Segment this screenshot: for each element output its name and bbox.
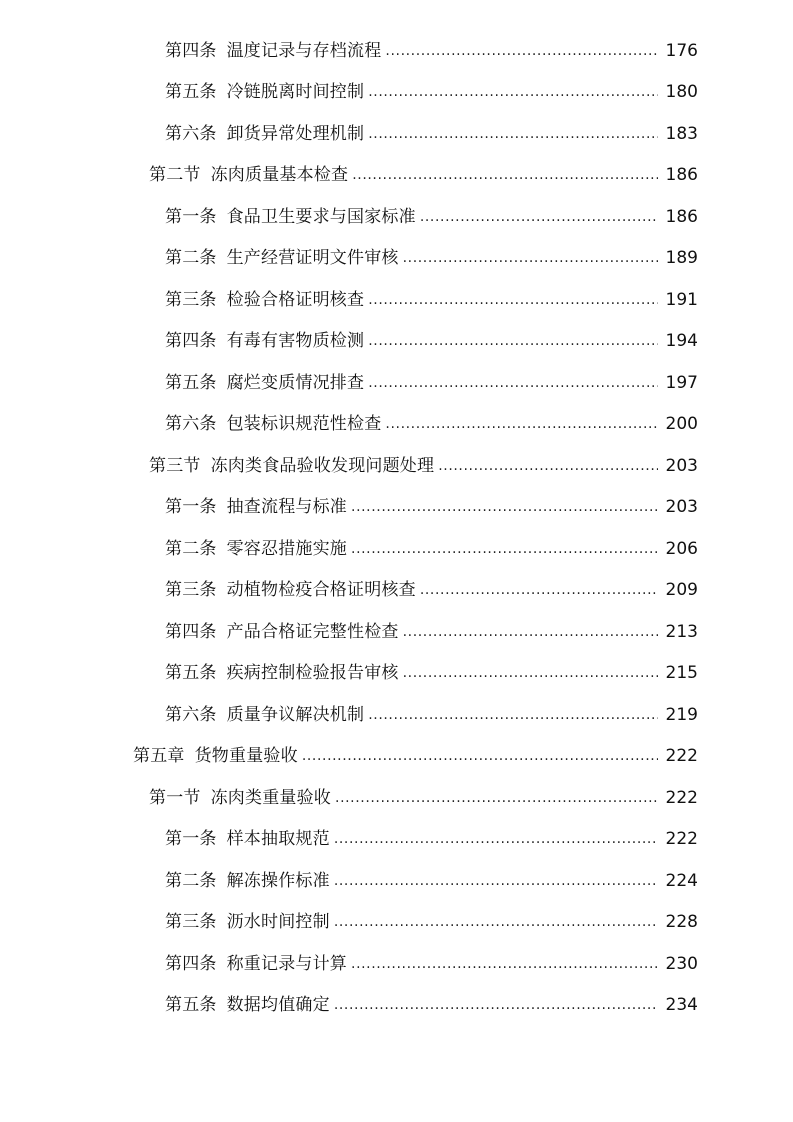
dot-leader <box>334 995 658 1015</box>
toc-entry[interactable] <box>0 694 793 736</box>
dot-leader <box>420 580 658 600</box>
toc-page-number: 219 <box>665 704 698 725</box>
toc-entry-title: 卸货异常处理机制 <box>226 123 365 144</box>
toc-entry-label <box>165 663 399 683</box>
toc-page-number: 191 <box>665 289 698 310</box>
toc-entry-label <box>165 705 364 725</box>
toc-entry-number: 第一条 <box>165 829 217 850</box>
toc-entry-number: 第三条 <box>165 580 217 601</box>
toc-entry-title: 生产经营证明文件审核 <box>226 248 399 269</box>
toc-entry-number: 第六条 <box>165 704 217 725</box>
toc-page-number: 203 <box>665 497 698 518</box>
toc-page-number: 180 <box>665 82 698 103</box>
toc-entry-title: 腐烂变质情况排查 <box>226 372 365 393</box>
toc-entry-title: 冻肉类食品验收发现问题处理 <box>210 455 435 476</box>
toc-entry-number: 第二条 <box>165 870 217 891</box>
toc-page-number: 200 <box>665 414 698 435</box>
toc-entry-title: 疾病控制检验报告审核 <box>226 663 399 684</box>
toc-entry[interactable] <box>0 155 793 197</box>
toc-entry-number: 第六条 <box>165 414 217 435</box>
toc-page-number: 230 <box>665 953 698 974</box>
toc-entry-label <box>149 788 331 808</box>
toc-entry-label <box>165 331 364 351</box>
toc-entry-number: 第四条 <box>165 621 217 642</box>
toc-entry[interactable] <box>0 777 793 819</box>
toc-entry-label <box>165 580 416 600</box>
toc-entry[interactable] <box>0 72 793 114</box>
toc-entry-title: 数据均值确定 <box>226 995 330 1016</box>
toc-entry[interactable] <box>0 570 793 612</box>
toc-entry-title: 包装标识规范性检查 <box>226 414 382 435</box>
toc-entry[interactable] <box>0 196 793 238</box>
toc-entry[interactable] <box>0 445 793 487</box>
dot-leader <box>420 207 658 227</box>
toc-entry-title: 有毒有害物质检测 <box>226 331 365 352</box>
toc-entry[interactable] <box>0 528 793 570</box>
dot-leader <box>403 248 658 268</box>
toc-entry-number: 第一节 <box>149 787 201 808</box>
toc-page-number: 189 <box>665 248 698 269</box>
toc-entry[interactable] <box>0 238 793 280</box>
toc-page-number: 186 <box>665 206 698 227</box>
toc-entry-number: 第四条 <box>165 331 217 352</box>
toc-entry-title: 检验合格证明核查 <box>226 289 365 310</box>
toc-entry-number: 第三节 <box>149 455 201 476</box>
toc-entry-label <box>165 373 364 393</box>
toc-entry-number: 第五条 <box>165 82 217 103</box>
dot-leader <box>368 82 658 102</box>
toc-page-number: 186 <box>665 165 698 186</box>
toc-entry-label <box>165 954 347 974</box>
toc-page-number: 215 <box>665 663 698 684</box>
toc-entry-label <box>165 829 330 849</box>
toc-entry-label <box>165 124 364 144</box>
dot-leader <box>368 290 658 310</box>
toc-entry-title: 零容忍措施实施 <box>226 538 348 559</box>
toc-page-number: 176 <box>665 40 698 61</box>
toc-entry-label <box>165 248 399 268</box>
toc-entry-title: 温度记录与存档流程 <box>226 40 382 61</box>
dot-leader <box>351 497 658 517</box>
dot-leader <box>335 788 658 808</box>
toc-entry[interactable] <box>0 819 793 861</box>
toc-entry[interactable] <box>0 985 793 1027</box>
toc-entry-label <box>165 497 347 517</box>
dot-leader <box>334 829 658 849</box>
toc-entry-number: 第四条 <box>165 953 217 974</box>
toc-entry-label <box>165 414 381 434</box>
toc-entry-label <box>149 165 348 185</box>
toc-entry-number: 第一条 <box>165 206 217 227</box>
dot-leader <box>438 456 658 476</box>
toc-entry[interactable] <box>0 362 793 404</box>
toc-entry-title: 冻肉质量基本检查 <box>210 165 349 186</box>
toc-entry-number: 第一条 <box>165 497 217 518</box>
toc-page-number: 206 <box>665 538 698 559</box>
toc-entry-number: 第五条 <box>165 995 217 1016</box>
toc-entry-number: 第三条 <box>165 912 217 933</box>
dot-leader <box>351 954 658 974</box>
toc-page-number: 197 <box>665 372 698 393</box>
toc-page-number: 228 <box>665 912 698 933</box>
toc-entry[interactable] <box>0 279 793 321</box>
toc-entry-title: 食品卫生要求与国家标准 <box>226 206 416 227</box>
toc-entry-number: 第五条 <box>165 372 217 393</box>
toc-entry[interactable] <box>0 943 793 985</box>
toc-entry-label <box>165 290 364 310</box>
toc-entry-label <box>149 456 434 476</box>
toc-entry-label <box>165 41 381 61</box>
toc-entry-number: 第五章 <box>133 746 185 767</box>
toc-entry[interactable] <box>0 113 793 155</box>
dot-leader <box>334 912 658 932</box>
dot-leader <box>334 871 658 891</box>
dot-leader <box>352 165 658 185</box>
toc-entry[interactable] <box>0 902 793 944</box>
dot-leader <box>385 41 658 61</box>
dot-leader <box>302 746 658 766</box>
dot-leader <box>368 331 658 351</box>
toc-entry-title: 样本抽取规范 <box>226 829 330 850</box>
toc-entry-label <box>165 995 330 1015</box>
toc-entry-number: 第三条 <box>165 289 217 310</box>
dot-leader <box>385 414 658 434</box>
toc-entry-number: 第五条 <box>165 663 217 684</box>
toc-entry-label <box>165 912 330 932</box>
toc-page-number: 222 <box>665 787 698 808</box>
toc-entry-number: 第六条 <box>165 123 217 144</box>
toc-entry-title: 称重记录与计算 <box>226 953 348 974</box>
toc-entry-label <box>165 82 364 102</box>
toc-entry-number: 第二节 <box>149 165 201 186</box>
toc-entry[interactable] <box>0 404 793 446</box>
toc-entry[interactable] <box>0 736 793 778</box>
toc-entry-title: 动植物检疫合格证明核查 <box>226 580 416 601</box>
toc-entry[interactable] <box>0 30 793 72</box>
dot-leader <box>403 622 658 642</box>
toc-entry[interactable] <box>0 321 793 363</box>
toc-entry[interactable] <box>0 611 793 653</box>
toc-page-number: 194 <box>665 331 698 352</box>
toc-entry[interactable] <box>0 487 793 529</box>
toc-page-number: 203 <box>665 455 698 476</box>
table-of-contents <box>0 30 793 1026</box>
dot-leader <box>368 124 658 144</box>
toc-page-number: 222 <box>665 746 698 767</box>
dot-leader <box>351 539 658 559</box>
toc-entry-number: 第二条 <box>165 538 217 559</box>
dot-leader <box>403 663 658 683</box>
toc-page-number: 183 <box>665 123 698 144</box>
toc-entry-title: 质量争议解决机制 <box>226 704 365 725</box>
toc-page-number: 224 <box>665 870 698 891</box>
toc-page-number: 213 <box>665 621 698 642</box>
toc-entry-title: 抽查流程与标准 <box>226 497 348 518</box>
toc-entry[interactable] <box>0 653 793 695</box>
dot-leader <box>368 373 658 393</box>
toc-entry-title: 冷链脱离时间控制 <box>226 82 365 103</box>
toc-entry-title: 沥水时间控制 <box>226 912 330 933</box>
toc-entry-title: 货物重量验收 <box>194 746 298 767</box>
toc-page-number: 209 <box>665 580 698 601</box>
toc-entry[interactable] <box>0 860 793 902</box>
toc-entry-label <box>133 746 298 766</box>
toc-entry-title: 产品合格证完整性检查 <box>226 621 399 642</box>
dot-leader <box>368 705 658 725</box>
toc-entry-label <box>165 539 347 559</box>
toc-entry-title: 解冻操作标准 <box>226 870 330 891</box>
toc-entry-number: 第二条 <box>165 248 217 269</box>
toc-page-number: 222 <box>665 829 698 850</box>
toc-entry-label <box>165 207 416 227</box>
toc-entry-label <box>165 622 399 642</box>
toc-entry-label <box>165 871 330 891</box>
toc-entry-number: 第四条 <box>165 40 217 61</box>
toc-page-number: 234 <box>665 995 698 1016</box>
toc-entry-title: 冻肉类重量验收 <box>210 787 332 808</box>
